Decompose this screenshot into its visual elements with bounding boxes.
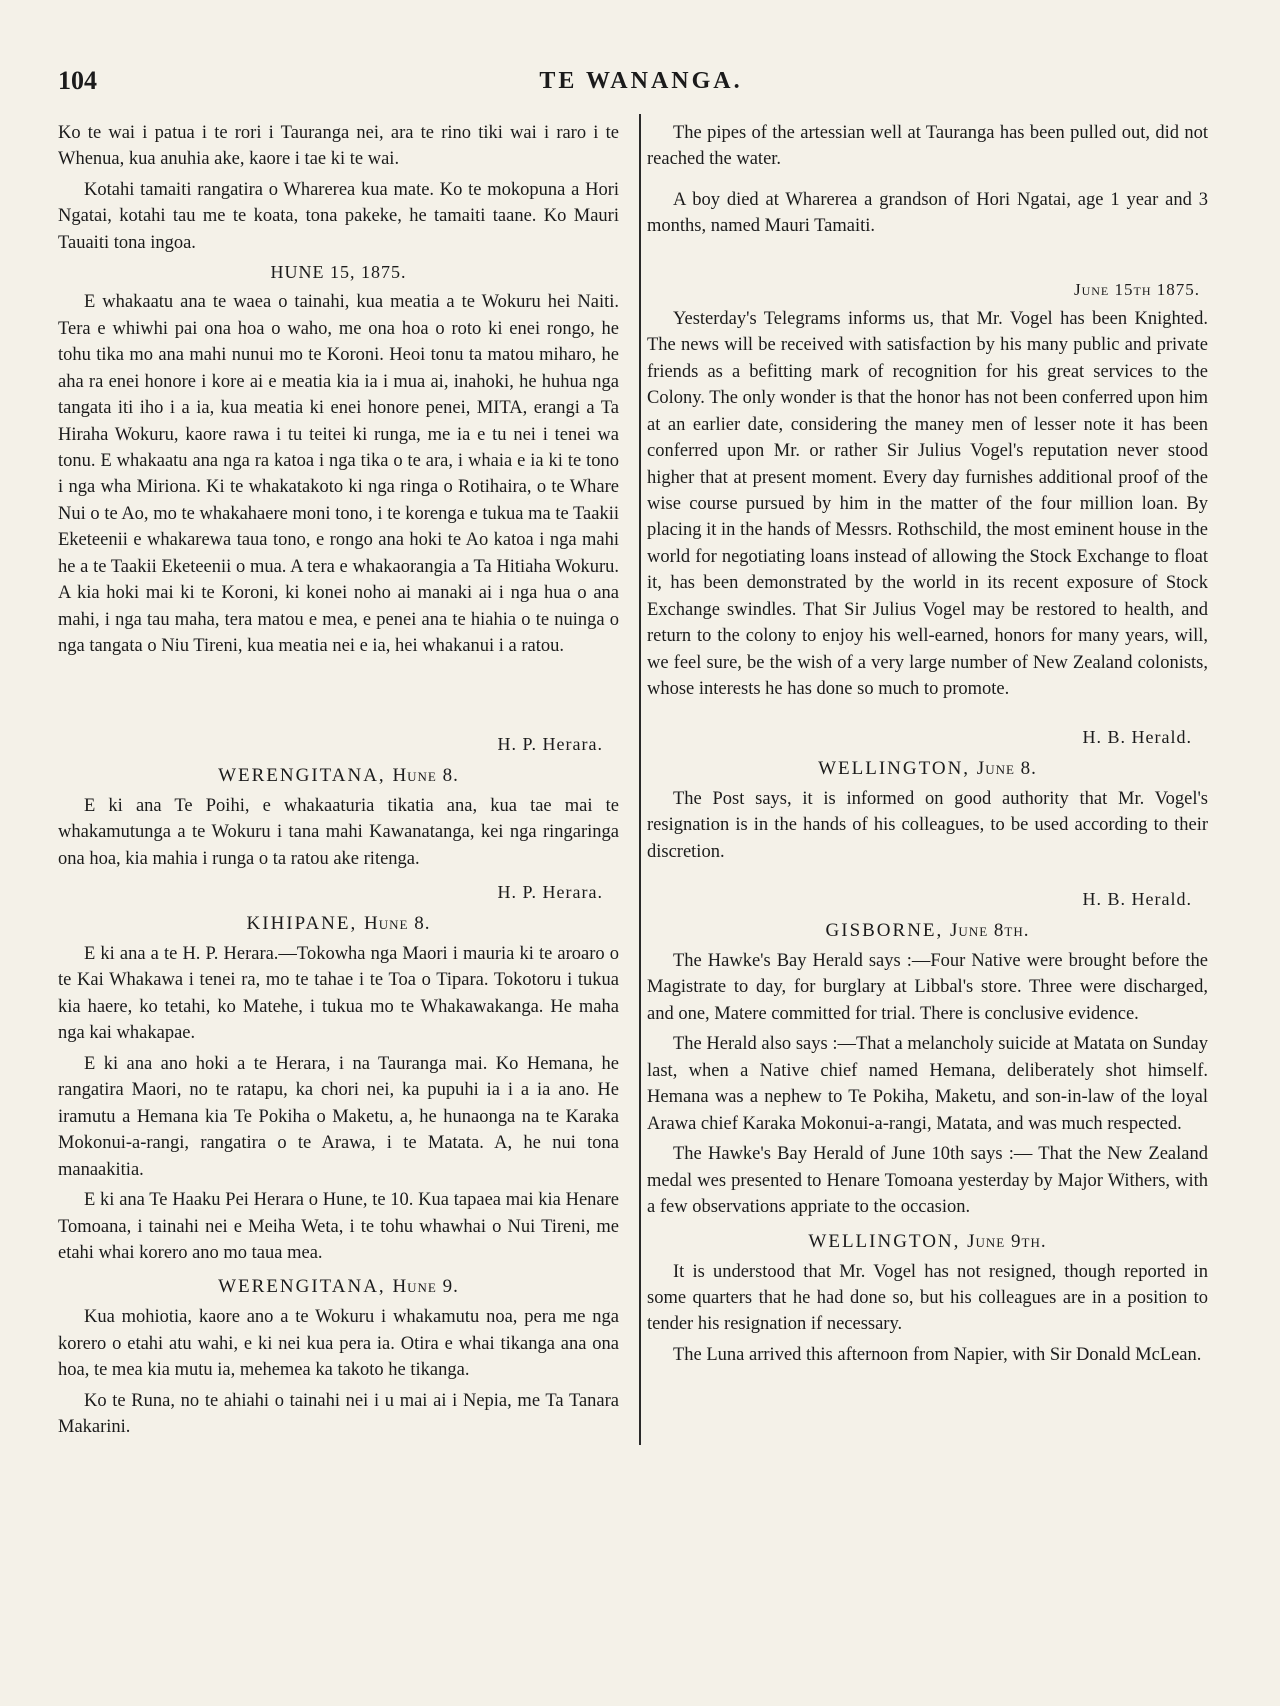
heading-date: Hune 8. (392, 764, 459, 786)
columns (58, 120, 1224, 1445)
paragraph: Ko te Runa, no te ahiahi o tainahi nei i u mai ai i Nepia, me Ta Tanara Makarini. (58, 1390, 619, 1438)
heading-place: WELLINGTON, (808, 1230, 961, 1252)
dateline: June 15th 1875. (1073, 279, 1200, 299)
signature: H. B. Herald. (1082, 888, 1192, 909)
section-heading (58, 1276, 619, 1298)
page-number: 104 (58, 66, 97, 95)
heading-place: WELLINGTON, (818, 757, 971, 779)
signature: H. B. Herald. (1082, 726, 1192, 747)
heading-date: Hune 9. (392, 1276, 459, 1298)
heading-date: June 8. (976, 757, 1037, 779)
heading-place: WERENGITANA, (218, 764, 386, 786)
section-heading (647, 1231, 1208, 1253)
running-title: TE WANANGA. (539, 68, 743, 94)
heading-date: Hune 8. (364, 912, 431, 934)
paragraph: Ko te wai i patua i te rori i Tauranga nei, ara te rino tiki wai i raro i te Whenua, kua anuhia ake, kaore i tae ki te wai. (58, 123, 619, 170)
section-heading (647, 758, 1208, 780)
column-divider (639, 114, 641, 1445)
paragraph: E ki ana Te Poihi, e whakaaturia tikatia ana, kua tae mai te whakamutunga a te Wokuru i tana mahi Kawanatanga, kei nga ringaringa ona hoa, kia mahia i runga o ta ratou ake ritenga. (58, 795, 619, 869)
heading-place: WERENGITANA, (218, 1276, 386, 1298)
paragraph: E ki ana Te Haaku Pei Herara o Hune, te 10. Kua tapaea mai kia Henare Tomoana, i tainahi nei e Meiha Weta, i te tohu whawhai o Nui Tireni, me etahi whai korero ano mo taua mea. (58, 1190, 619, 1263)
paragraph: The pipes of the artessian well at Tauranga has been pulled out, did not reached the water. (647, 123, 1208, 170)
paragraph: E ki ana ano hoki a te Herara, i na Tauranga mai. Ko Hemana, he rangatira Maori, no te ratapu, ka chori nei, ka pupuhi ia i a ia ano. He iramutu a Hemana kia Te Pokiha o Maketu, a, he hunaonga na te Karaka Mokonui-a-rangi, rangatira o te Arawa, i te Matata. A, he nui tona manaakitia. (58, 1053, 619, 1180)
paragraph: The Herald also says :—That a melancholy suicide at Matata on Sunday last, when a Native chief named Hemana, deliberately shot himself. Hemana was a nephew to Te Pokiha, Maketu, and son-in-law of the loyal Arawa chief Karaka Mokonui-a-rangi, Matata, and was much respected. (647, 1034, 1208, 1134)
english-column (633, 120, 1208, 1445)
maori-column (58, 120, 633, 1445)
paragraph: A boy died at Wharerea a grandson of Hori Ngatai, age 1 year and 3 months, named Mauri Tamaiti. (647, 189, 1208, 237)
paragraph: The Luna arrived this afternoon from Napier, with Sir Donald McLean. (673, 1344, 1202, 1365)
section-heading (58, 913, 619, 935)
heading-place: GISBORNE, (825, 919, 944, 941)
paragraph: It is understood that Mr. Vogel has not resigned, though reported in some quarters that he had done so, but his colleagues are in a position to tender his resignation if necessary. (647, 1261, 1208, 1335)
paragraph: The Hawke's Bay Herald says :—Four Native were brought before the Magistrate to day, for burglary at Libbal's store. Three were discharged, and one, Matere committed for trial. There is conclusive evidence. (647, 950, 1208, 1024)
paragraph: Yesterday's Telegrams informs us, that Mr. Vogel has been Knighted. The news will be received with satisfaction by his many public and private friends as a befitting mark of recognition for his great services to the Colony. The only wonder is that the honor has not been conferred upon him at an earlier date, considering the maney men of lesser note it has been conferred upon Mr. or rather Sir Julius Vogel's reputation never stood higher that at present moment. Every day furnishes additional proof of the wise course pursued by him in the matter of the four million loan. By placing it in the hands of Messrs. Rothschild, the most eminent house in the world for negotiating loans instead of allowing the Stock Exchange to float it, has been demonstrated by the world in its recent exposure of Stock Exchange swindles. That Sir Julius Vogel may be restored to health, and return to the colony to enjoy his well-earned, honors for many years, will, we feel sure, be the wish of a very large number of New Zealand colonists, whose interests he has done so much to promote. (647, 308, 1208, 700)
paragraph: The Post says, it is informed on good authority that Mr. Vogel's resignation is in the hands of his colleagues, to be used according to their discretion. (647, 788, 1208, 862)
signature: H. P. Herara. (497, 733, 603, 754)
signature: H. P. Herara. (497, 881, 603, 902)
section-heading (647, 920, 1208, 942)
heading-date: June 8th. (950, 919, 1030, 941)
paragraph: E ki ana a te H. P. Herara.—Tokowha nga Maori i mauria ki te aroaro o te Kai Whakawa i tenei ra, mo te tahae i te Toa o Tipara. Tokotoru i tukua kia haere, ko tetahi, ko Matehe, i tukua mo te Whakawakanga. He maha nga kai whakapae. (58, 943, 619, 1044)
heading-place: KIHIPANE, (246, 912, 358, 934)
masthead (58, 66, 1224, 106)
paragraph: The Hawke's Bay Herald of June 10th says :— That the New Zealand medal wes presented to Henare Tomoana yesterday by Major Withers, with a few observations appriate to the occasion. (647, 1144, 1208, 1218)
heading-date: June 9th. (967, 1230, 1047, 1252)
paragraph: Kua mohiotia, kaore ano a te Wokuru i whakamutu noa, pera me nga korero o etahi atu wahi, e ki nei kua pera ia. Otira e whai tikanga ana ona hoa, te mea kia mutu ia, mehemea ka takoto he tikanga. (58, 1307, 619, 1381)
dateline: HUNE 15, 1875. (270, 262, 407, 283)
section-heading (58, 765, 619, 787)
paragraph: E whakaatu ana te waea o tainahi, kua meatia a te Wokuru hei Naiti. Tera e whiwhi pai ona hoa o waho, me ona hoa o roto ki enei rongo, he tohu tika mo ana mahi nunui mo te Koroni. Heoi tonu ta matou miharo, he aha ra enei honore i kore ai e meatia kia ia i mua ai, inahoki, he huhua nga tangata iti iho i a ia, kua meatia ki enei honore penei, MITA, erangi a Ta Hiraha Wokuru, kaore rawa i tu teitei ki runga, me ia e tu nei i tenei wa tonu. E whakaatu ana nga ra katoa i nga tika o te ara, i whaia e ia ki te tono i nga wha Miriona. Ki te whakatakoto ki nga ringa o Rotihaira, o te Whare Nui o te Ao, mo te whakahaere moni tono, i te korenga e tukua ma te Taakii Eketeenii e whakarewa taua tono, e rongo ana hoki te Ao katoa i nga mahi he a te Taakii Eketeenii o mua. A tera e whakaorangia a Ta Hitiaha Wokuru. A kia hoki mai ki te Koroni, ki konei noho ai manaki ai i nga hua o ana mahi, i nga tau maha, tera matou e mea, e penei ana te hiahia o te nuinga o nga tangata o Niu Tireni, kua meatia nei e ia, hei whakanui i a ratou. (58, 292, 619, 657)
paragraph: Kotahi tamaiti rangatira o Wharerea kua mate. Ko te mokopuna a Hori Ngatai, kotahi tau me te koata, tona pakeke, he tamaiti taane. Ko Mauri Tauaiti tona ingoa. (58, 179, 619, 253)
